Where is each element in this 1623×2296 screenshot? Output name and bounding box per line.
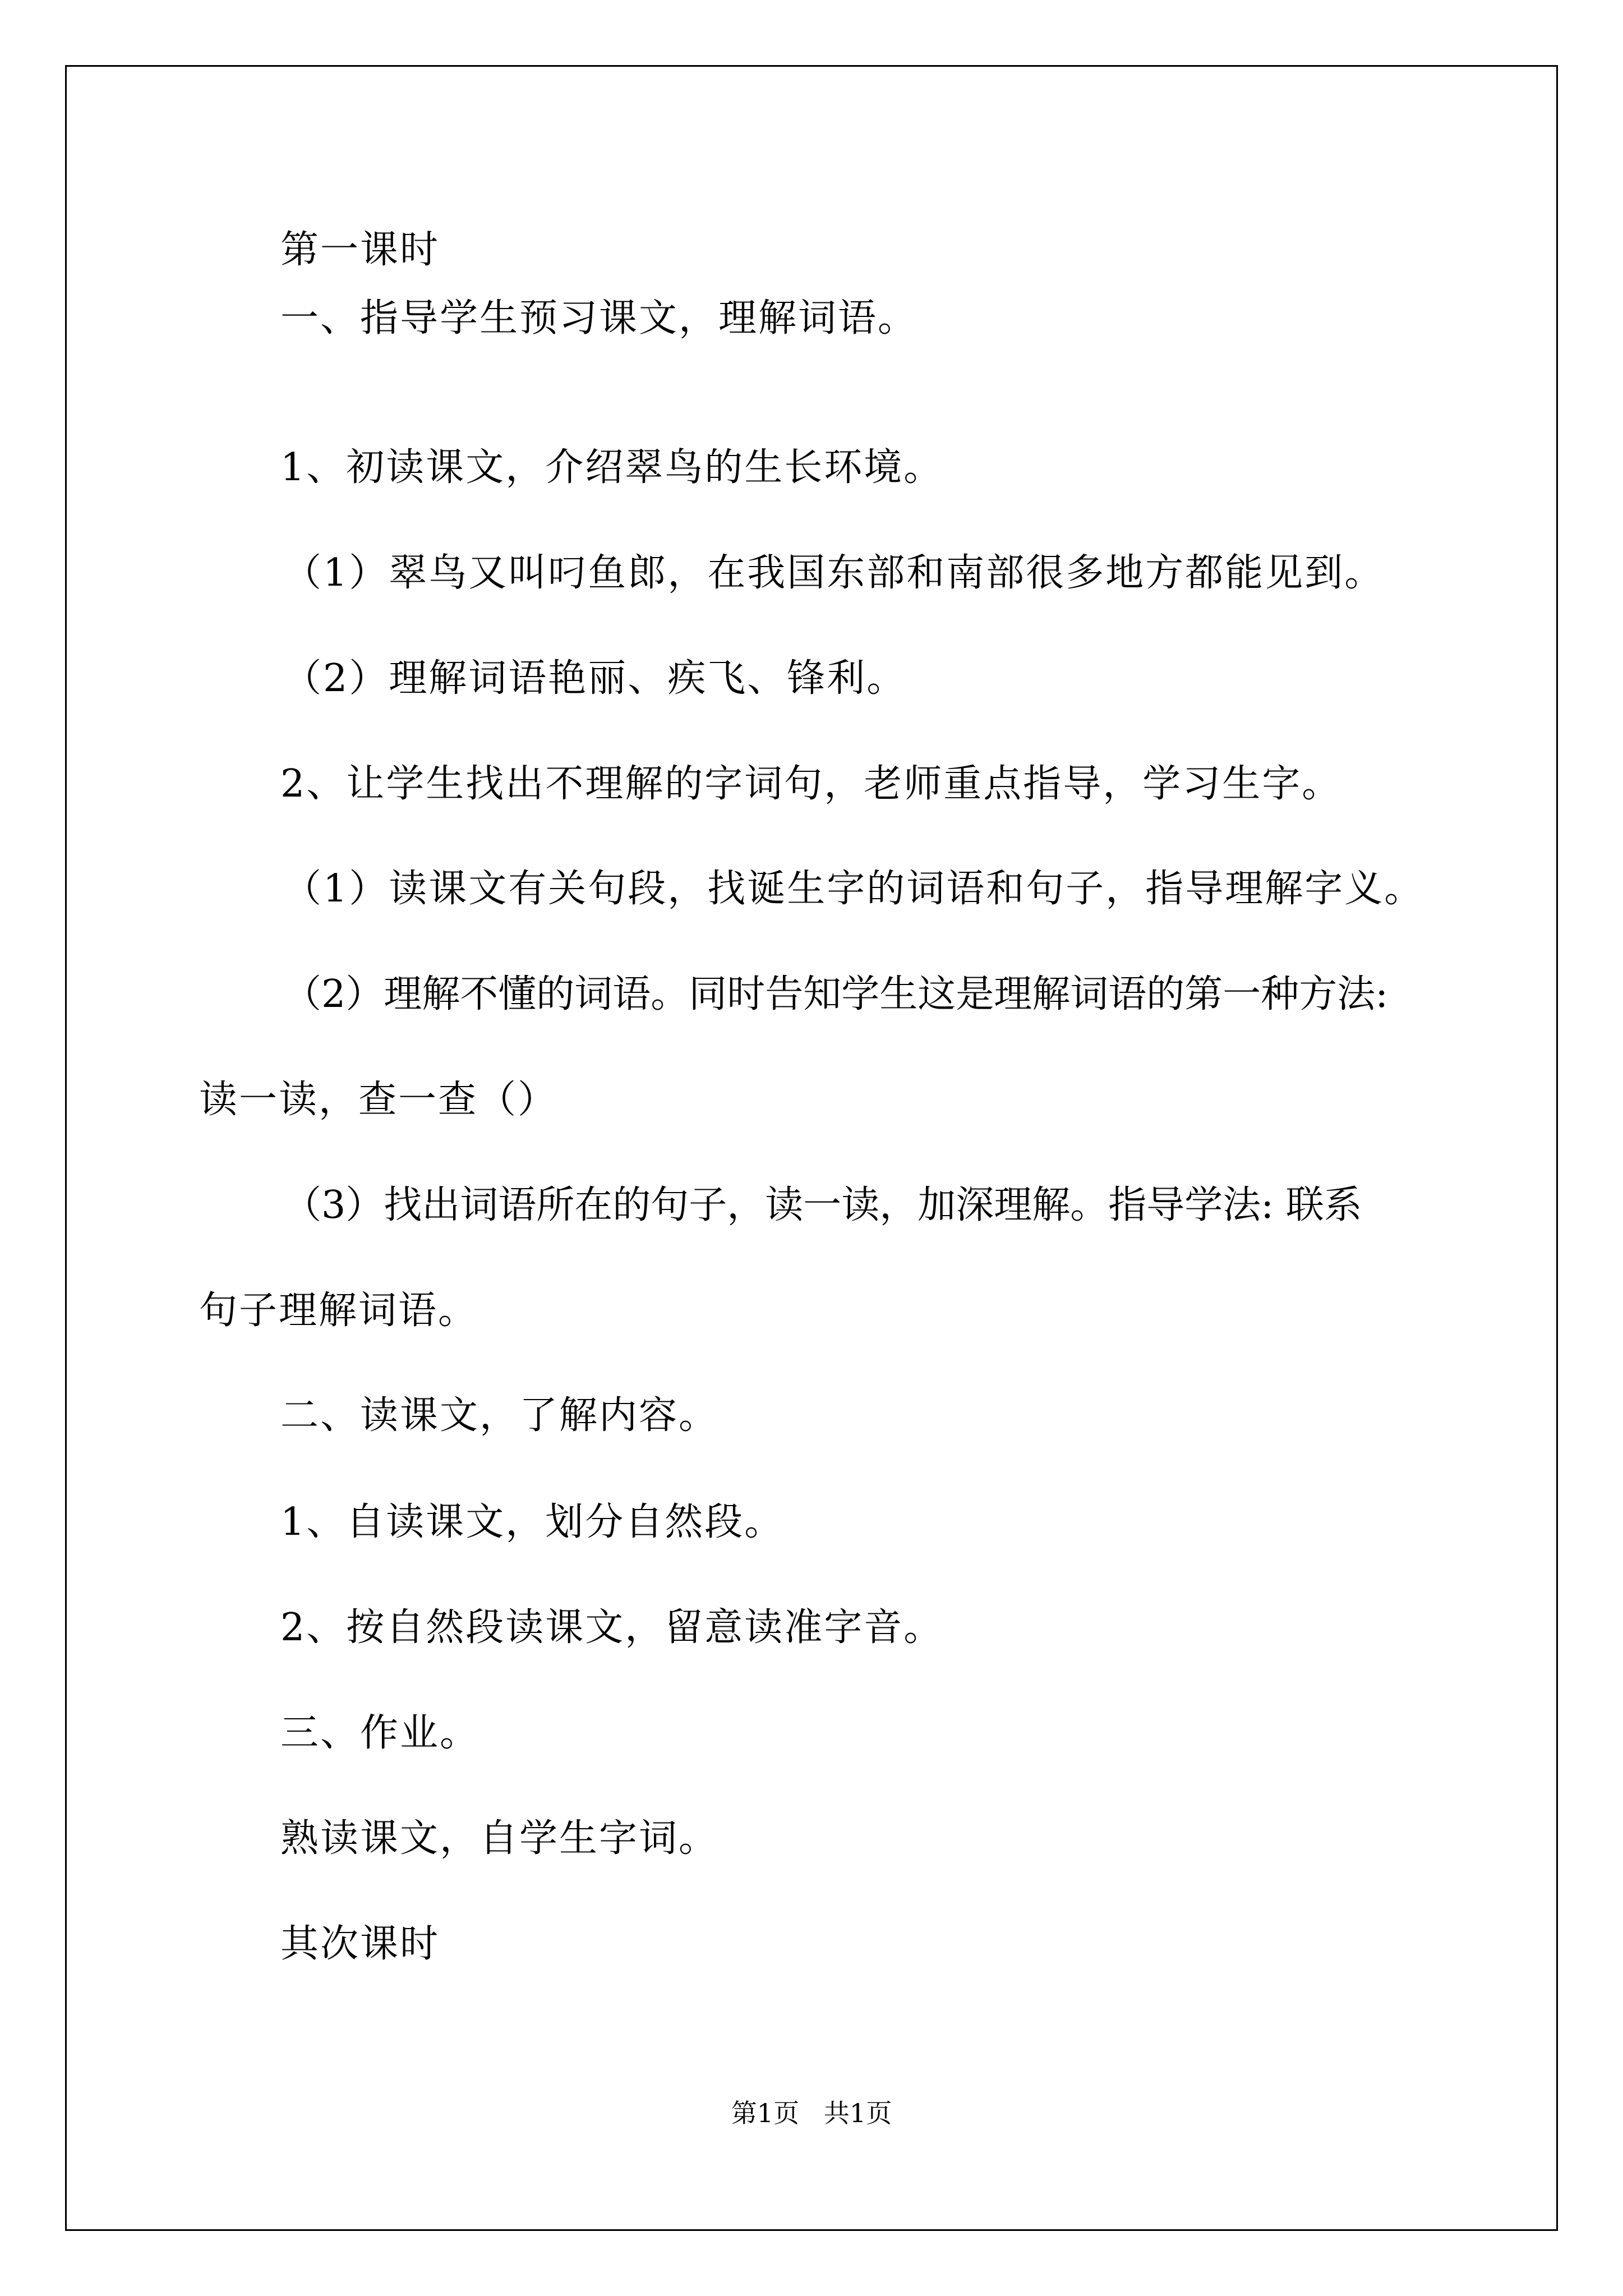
section-heading-2: 二、读课文，了解内容。 — [280, 1393, 719, 1438]
homework-text: 熟读课文，自学生字词。 — [280, 1816, 719, 1861]
list-item-4: 2、按自然段读课文，留意读准字音。 — [280, 1605, 944, 1650]
sub-item-3: （1）读课文有关句段，找诞生字的词语和句子，指导理解字义。 — [283, 867, 1424, 911]
list-item-1: 1、初读课文，介绍翠鸟的生长环境。 — [280, 445, 944, 490]
sub-item-4-continued: 读一读，查一查（） — [199, 1078, 558, 1122]
section-heading-1: 一、指导学生预习课文，理解词语。 — [280, 296, 918, 341]
section-heading-3: 三、作业。 — [280, 1711, 480, 1755]
sub-item-5: （3）找出词语所在的句子，读一读，加深理解。指导学法: 联系 — [283, 1183, 1362, 1227]
list-item-3: 1、自读课文，划分自然段。 — [280, 1500, 785, 1544]
sub-item-1: （1）翠鸟又叫叼鱼郎，在我国东部和南部很多地方都能见到。 — [283, 551, 1385, 595]
lesson-heading-2: 其次课时 — [280, 1922, 440, 1966]
list-item-2: 2、让学生找出不理解的字词句，老师重点指导，学习生字。 — [280, 762, 1342, 806]
sub-item-5-continued: 句子理解词语。 — [199, 1289, 478, 1333]
lesson-heading-1: 第一课时 — [280, 228, 440, 272]
sub-item-2: （2）理解词语艳丽、疾飞、锋利。 — [283, 656, 907, 701]
page-border — [65, 65, 1558, 2231]
page-number: 第1页 共1页 — [731, 2098, 892, 2128]
sub-item-4: （2）理解不懂的词语。同时告知学生这是理解词语的第一种方法: — [283, 972, 1389, 1016]
